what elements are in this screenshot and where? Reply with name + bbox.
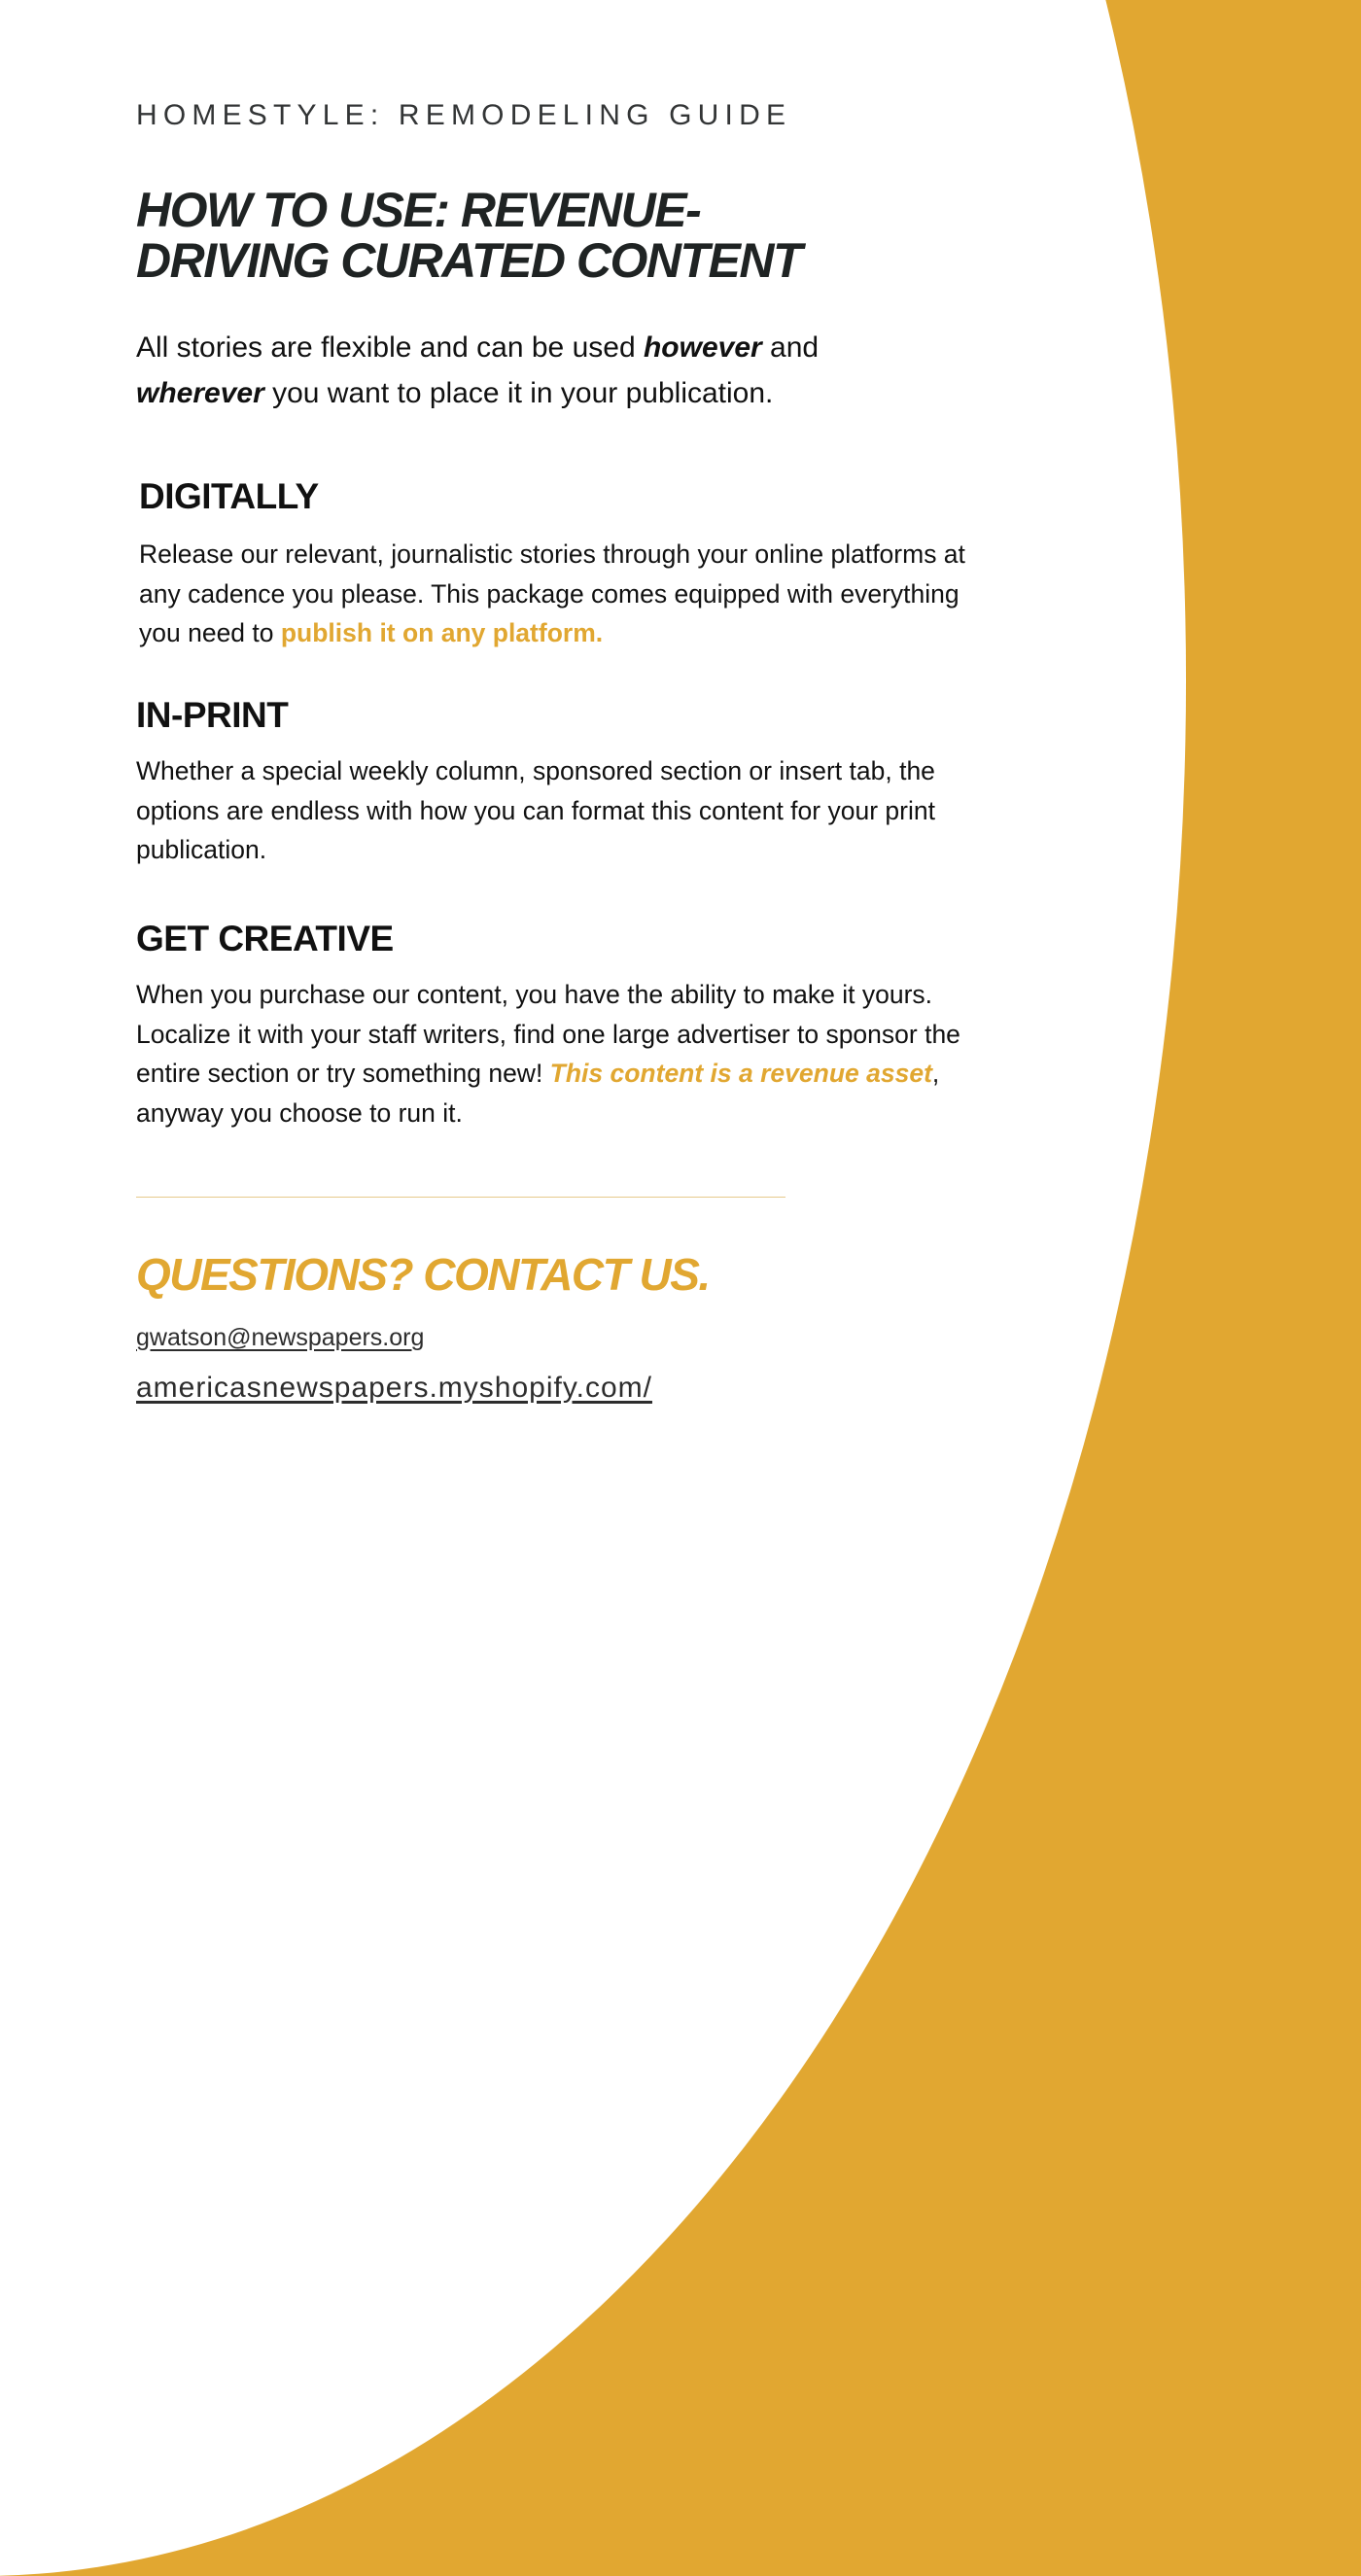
section-heading-digitally: DIGITALLY: [139, 476, 319, 516]
intro-emphasis-wherever: wherever: [136, 377, 264, 409]
page-title-line-1: HOW TO USE: REVENUE-: [136, 183, 701, 237]
section-heading-get-creative: GET CREATIVE: [136, 919, 394, 958]
section-highlight-digitally: publish it on any platform.: [280, 618, 604, 647]
guide-overline: HOMESTYLE: REMODELING GUIDE: [136, 99, 792, 131]
intro-text-3: you want to place it in your publication.: [263, 377, 774, 409]
section-highlight-get-creative: This content is a revenue asset: [549, 1059, 932, 1088]
page-title-line-2: DRIVING CURATED CONTENT: [136, 233, 802, 288]
section-body-in-print: Whether a special weekly column, sponsored section or insert tab, the options are endless with how you can format this content for your print publication.: [136, 756, 935, 864]
section-body-get-creative: [136, 975, 992, 1132]
page-title: [136, 185, 801, 286]
section-tail-get-creative: , anyway you choose to run it.: [136, 1059, 940, 1128]
intro-text-1: All stories are flexible and can be used: [136, 331, 644, 364]
intro-text-2: and: [761, 331, 820, 364]
section-body-digitally: [139, 535, 995, 653]
section-heading-in-print: IN-PRINT: [136, 695, 289, 735]
contact-heading: QUESTIONS? CONTACT US.: [136, 1249, 710, 1300]
intro-paragraph: [136, 325, 972, 416]
section-text-get-creative: When you purchase our content, you have the ability to make it yours. Localize it with your staff writers, find one large advertiser to sponsor the entire section or try something new!: [136, 980, 960, 1088]
divider: [136, 1197, 785, 1198]
intro-emphasis-however: however: [643, 331, 762, 364]
section-text-digitally: Release our relevant, journalistic stories through your online platforms at any cadence you please. This package comes equipped with everything you need to: [139, 540, 965, 647]
contact-website-link[interactable]: americasnewspapers.myshopify.com/: [136, 1372, 652, 1404]
contact-email-link[interactable]: gwatson@newspapers.org: [136, 1324, 425, 1351]
